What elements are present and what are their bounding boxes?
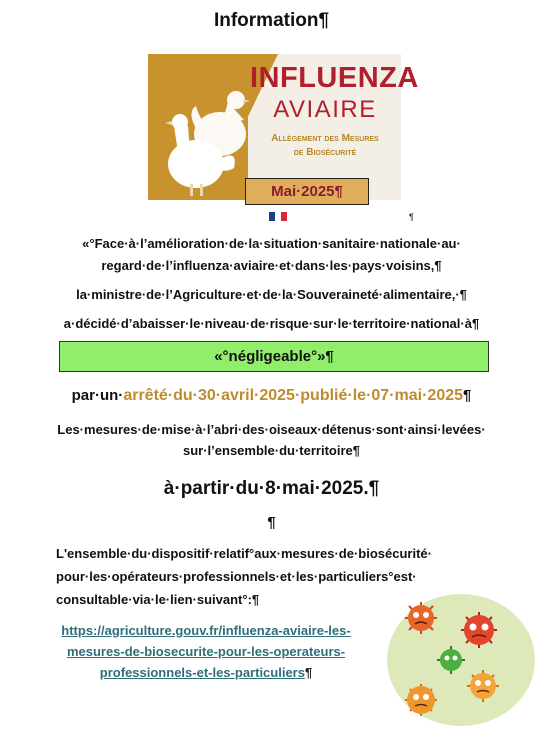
- risk-level-box: «°négligeable°»¶: [59, 341, 489, 372]
- empty-paragraph: ¶: [267, 514, 276, 531]
- arrete-highlight: arrêté·du·30·avril·2025·publié·le·07·mai·2025: [123, 387, 464, 404]
- french-flag-icon: [269, 208, 287, 217]
- measures-line-2: sur·l’ensemble·du·territoire¶: [183, 443, 360, 458]
- link-line-2[interactable]: mesures-de-biosecurite-pour-les-operateurs-: [66, 644, 346, 659]
- start-date: à·partir·du·8·mai·2025.¶: [163, 478, 380, 499]
- arrete-suffix: ¶: [463, 387, 472, 404]
- banner-heading-aviaire: AVIAIRE: [273, 96, 377, 123]
- date-box: Mai·2025¶: [245, 178, 369, 205]
- pilcrow-mark: ¶: [409, 212, 414, 222]
- arrete-prefix: par·un·: [71, 387, 124, 404]
- paragraph-line-1: «°Face·à·l’amélioration·de·la·situation·sanitaire·nationale·au·: [82, 236, 461, 251]
- virus-illustration: [383, 588, 538, 730]
- banner-subtitle-line2: de Biosécurité: [293, 147, 357, 158]
- ministry-link[interactable]: [32, 620, 380, 683]
- dispositif-line-1: L'ensemble·du·dispositif·relatif°aux·mesures·de·biosécurité·: [56, 546, 432, 561]
- dispositif-line-2: pour·les·opérateurs·professionnels·et·les·particuliers°est·: [56, 569, 417, 584]
- paragraph-line-3: la·ministre·de·l’Agriculture·et·de·la·Souveraineté·alimentaire,·¶: [76, 287, 467, 302]
- paragraph-line-4: a·décidé·d’abaisser·le·niveau·de·risque·sur·le·territoire·national·à¶: [63, 316, 480, 331]
- virus-icon-orange-1: [405, 602, 437, 634]
- banner-subtitle: [250, 132, 400, 160]
- virus-icon-red: [461, 612, 497, 648]
- link-line-1[interactable]: https://agriculture.gouv.fr/influenza-aviaire-les-: [61, 623, 351, 638]
- banner-subtitle-line1: Allègement des Mesures: [271, 133, 379, 144]
- link-end-mark: ¶: [304, 665, 313, 680]
- paragraph-line-2: regard·de·l’influenza·aviaire·et·dans·les·pays·voisins,¶: [101, 258, 442, 273]
- dispositif-line-3: consultable·via·le·lien·suivant°:¶: [56, 592, 260, 607]
- document-title: Information¶: [213, 10, 330, 31]
- link-line-3[interactable]: professionnels-et-les-particuliers: [99, 665, 305, 680]
- arrete-line: [0, 387, 543, 405]
- measures-line-1: Les·mesures·de·mise·à·l’abri·des·oiseaux·détenus·sont·ainsi·levées·: [57, 422, 486, 437]
- banner-heading-influenza: INFLUENZA: [250, 62, 419, 94]
